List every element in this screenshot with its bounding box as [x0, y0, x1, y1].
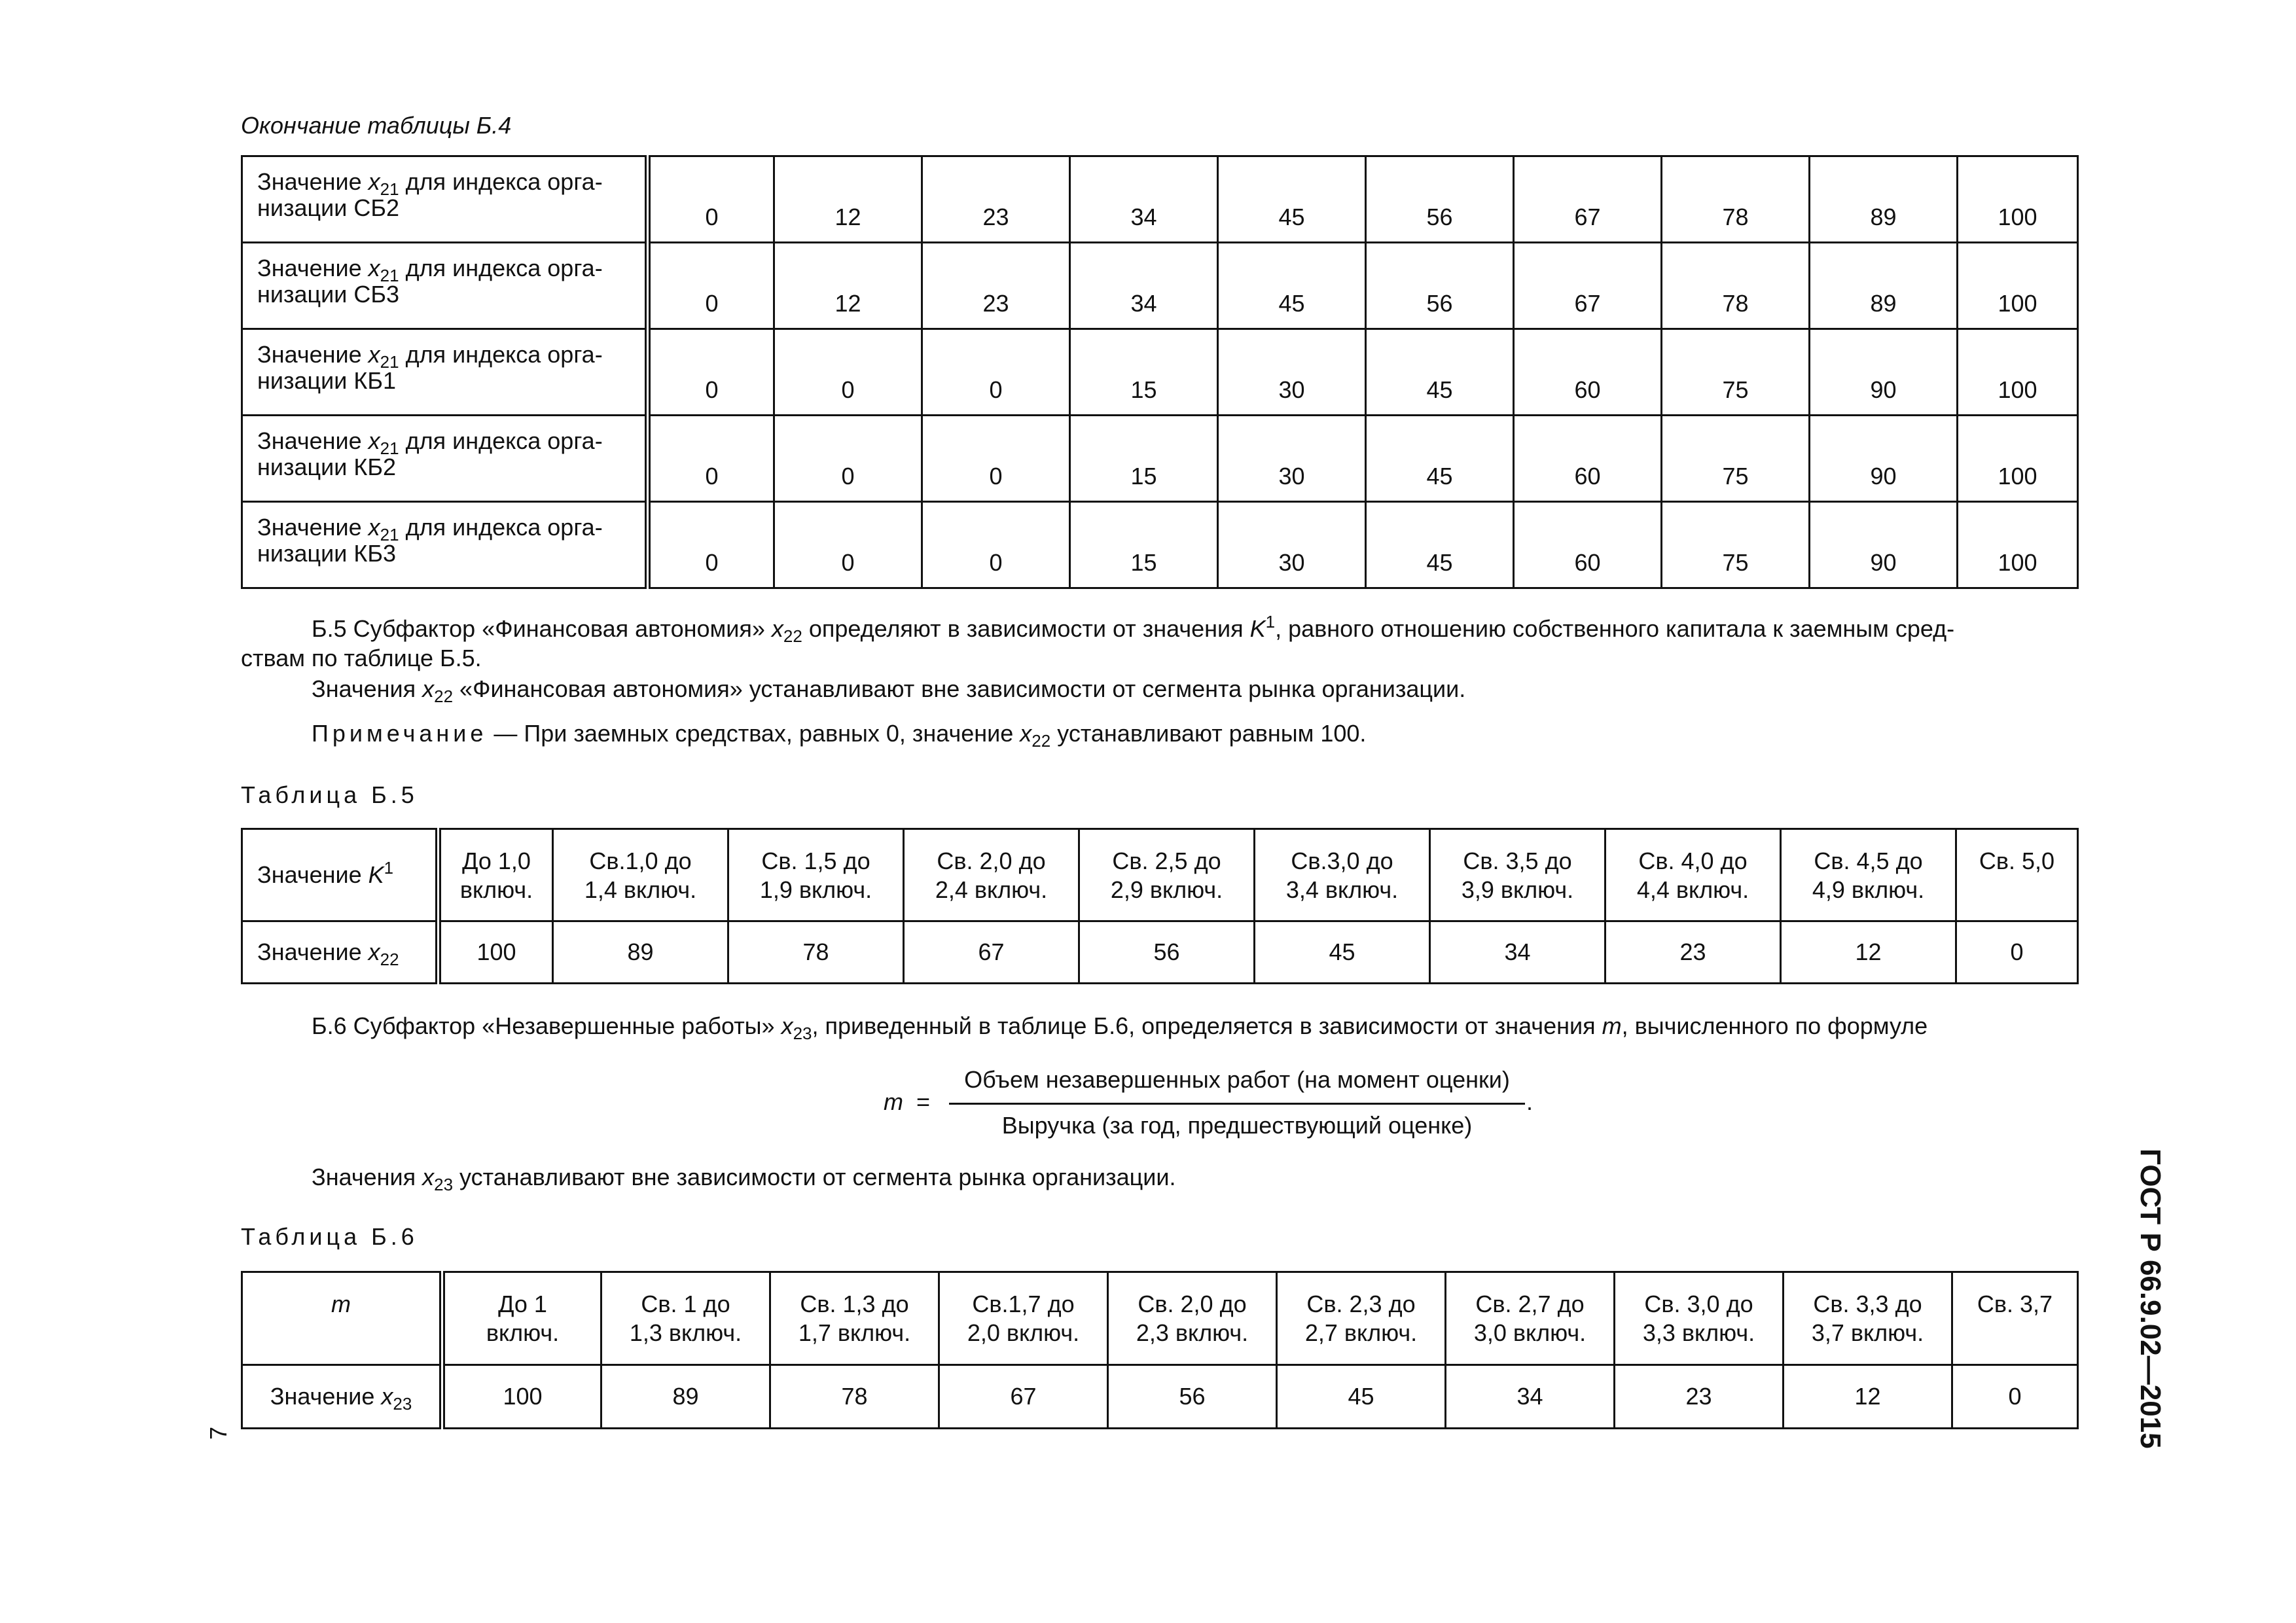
range-header-cell — [1079, 829, 1255, 921]
table-b6 — [241, 1271, 2079, 1429]
table-cell: 60 — [1514, 329, 1662, 416]
label-text: для индекса орга- — [399, 341, 603, 368]
table-cell: 56 — [1366, 243, 1514, 329]
table-cell: 34 — [1430, 921, 1605, 984]
table-cell: 45 — [1218, 243, 1366, 329]
range-header-cell — [1952, 1272, 2078, 1365]
table-cell: 45 — [1366, 329, 1514, 416]
range-to: 3,4 включ. — [1285, 876, 1399, 903]
label-subscript: 21 — [380, 179, 399, 199]
table-cell: 100 — [1958, 329, 2078, 416]
table-b5-row-label: Значение $x_{22}$ — [242, 921, 439, 984]
label-variable: x — [368, 255, 380, 281]
table-b6-header-label: m — [242, 1272, 442, 1365]
range-to: 2,4 включ. — [935, 876, 1048, 903]
range-to: 4,9 включ. — [1812, 876, 1925, 903]
table-cell: 89 — [601, 1365, 770, 1429]
table-cell: 60 — [1514, 416, 1662, 502]
label-text: Значение — [257, 341, 368, 368]
paragraph-b6-market-segment: Значения $x_{23}$ устанавливают вне зависимости от сегмента рынка организации. — [312, 1164, 1176, 1194]
range-header-cell — [939, 1272, 1108, 1365]
table-cell: 100 — [1958, 156, 2078, 243]
table-b6-row-label: Значение $x_{23}$ — [242, 1365, 442, 1429]
range-to: включ. — [459, 876, 533, 903]
range-header-cell — [1615, 1272, 1784, 1365]
range-from: Св. 3,5 до — [1463, 847, 1572, 874]
row-label-cell — [242, 416, 648, 502]
table-b5-caption: Таблица Б.5 — [241, 781, 418, 808]
range-header-cell — [1781, 829, 1956, 921]
table-cell: 0 — [922, 416, 1070, 502]
table-cell: 0 — [648, 329, 774, 416]
table-cell: 90 — [1810, 416, 1958, 502]
range-header-cell — [904, 829, 1079, 921]
range-header-cell — [1430, 829, 1605, 921]
label-subscript: 21 — [380, 352, 399, 372]
standard-designation: ГОСТ Р 66.9.02—2015 — [2134, 1149, 2166, 1449]
range-from: Св. 2,0 до — [1138, 1291, 1247, 1317]
table-cell: 45 — [1218, 156, 1366, 243]
table-cell: 0 — [1952, 1365, 2078, 1429]
range-header-cell — [770, 1272, 939, 1365]
range-to: включ. — [486, 1319, 560, 1346]
table-cell: 45 — [1366, 416, 1514, 502]
range-header-cell — [553, 829, 728, 921]
range-header-cell — [1446, 1272, 1615, 1365]
range-to: 1,7 включ. — [798, 1319, 911, 1346]
table-cell: 0 — [648, 156, 774, 243]
table-b5 — [241, 828, 2079, 984]
table-cell: 67 — [939, 1365, 1108, 1429]
row-label-line1 — [257, 427, 630, 458]
range-to: 2,0 включ. — [967, 1319, 1080, 1346]
fraction-bar — [949, 1103, 1525, 1105]
label-text: для индекса орга- — [399, 427, 603, 454]
table-cell: 78 — [1662, 243, 1810, 329]
range-from: До 1 — [498, 1291, 547, 1317]
range-from: До 1,0 — [462, 847, 531, 874]
label-text: для индекса орга- — [399, 168, 603, 195]
label-text: Значение — [257, 255, 368, 281]
range-from: Св.1,7 до — [972, 1291, 1075, 1317]
range-to: 3,0 включ. — [1473, 1319, 1587, 1346]
label-text: для индекса орга- — [399, 255, 603, 281]
table-cell: 56 — [1366, 156, 1514, 243]
table-cell: 34 — [1446, 1365, 1615, 1429]
table-cell: 100 — [1958, 243, 2078, 329]
range-header-cell — [601, 1272, 770, 1365]
label-text: для индекса орга- — [399, 514, 603, 541]
label-subscript: 21 — [380, 266, 399, 285]
row-label-line2: низации КБ2 — [257, 454, 396, 480]
range-header-cell — [442, 1272, 601, 1365]
range-to: 1,4 включ. — [584, 876, 697, 903]
table-cell: 30 — [1218, 502, 1366, 588]
label-variable: x — [368, 168, 380, 195]
range-from: Св. 2,7 до — [1475, 1291, 1585, 1317]
paragraph-b5-continued: ствам по таблице Б.5. — [241, 645, 482, 671]
row-label-cell — [242, 156, 648, 243]
label-variable: x — [368, 341, 380, 368]
table-cell: 67 — [1514, 156, 1662, 243]
range-header-cell — [1605, 829, 1781, 921]
table-cell: 12 — [1781, 921, 1956, 984]
table-b4-caption: Окончание таблицы Б.4 — [241, 112, 512, 139]
range-to: 3,3 включ. — [1642, 1319, 1755, 1346]
table-cell: 100 — [1958, 416, 2078, 502]
table-cell: 0 — [648, 502, 774, 588]
table-cell: 0 — [648, 243, 774, 329]
table-cell: 23 — [922, 156, 1070, 243]
label-variable: x — [368, 514, 380, 541]
table-cell: 56 — [1108, 1365, 1277, 1429]
page-number: 7 — [205, 1426, 232, 1440]
table-cell: 89 — [1810, 243, 1958, 329]
table-cell: 23 — [922, 243, 1070, 329]
range-header-cell — [1784, 1272, 1952, 1365]
range-from: Св. 4,5 до — [1814, 847, 1923, 874]
label-text: Значение — [257, 168, 368, 195]
range-to: 1,9 включ. — [759, 876, 872, 903]
table-cell: 12 — [1784, 1365, 1952, 1429]
row-label-line2: низации КБ3 — [257, 540, 396, 567]
note-b5: Примечание — При заемных средствах, равных 0, значение $x_{22}$ устанавливают равным 100. — [312, 720, 1367, 751]
table-cell: 0 — [922, 329, 1070, 416]
row-label-line1 — [257, 255, 630, 285]
row-label-line2: низации СБ2 — [257, 194, 400, 221]
table-cell: 78 — [770, 1365, 939, 1429]
paragraph-b5-market-segment: Значения $x_{22}$ «Финансовая автономия» устанавливают вне зависимости от сегмента рынка организации. — [312, 675, 1466, 706]
table-cell: 0 — [1956, 921, 2078, 984]
range-from: Св. 3,0 до — [1644, 1291, 1753, 1317]
table-cell: 90 — [1810, 329, 1958, 416]
table-row — [242, 329, 2078, 416]
range-to: 1,3 включ. — [629, 1319, 742, 1346]
range-from: Св. 1,3 до — [800, 1291, 909, 1317]
table-cell: 75 — [1662, 329, 1810, 416]
table-cell: 0 — [774, 416, 922, 502]
range-header-cell — [1277, 1272, 1446, 1365]
table-cell: 15 — [1070, 502, 1218, 588]
range-header-cell — [728, 829, 904, 921]
range-from: Св. 2,3 до — [1306, 1291, 1416, 1317]
table-cell: 12 — [774, 243, 922, 329]
table-cell: 56 — [1079, 921, 1255, 984]
formula-denominator: Выручка (за год, предшествующий оценке) — [1001, 1112, 1473, 1139]
formula-equals: = — [916, 1088, 931, 1115]
row-label-line1 — [257, 168, 630, 199]
table-cell: 90 — [1810, 502, 1958, 588]
table-cell: 45 — [1255, 921, 1430, 984]
formula-lhs: m — [884, 1088, 903, 1115]
row-label-cell — [242, 502, 648, 588]
table-cell: 100 — [1958, 502, 2078, 588]
table-cell: 78 — [1662, 156, 1810, 243]
row-label-line1 — [257, 514, 630, 544]
row-label-cell — [242, 329, 648, 416]
table-row — [242, 243, 2078, 329]
table-cell: 30 — [1218, 329, 1366, 416]
table-cell: 15 — [1070, 416, 1218, 502]
table-cell: 0 — [648, 416, 774, 502]
range-header-cell — [1956, 829, 2078, 921]
table-cell: 89 — [1810, 156, 1958, 243]
table-cell: 75 — [1662, 502, 1810, 588]
range-from: Св. 1 до — [641, 1291, 730, 1317]
table-cell: 60 — [1514, 502, 1662, 588]
row-label-cell — [242, 243, 648, 329]
paragraph-b5: Б.5 Субфактор «Финансовая автономия» $x_{22}$ определяют в зависимости от значения $K^1$, равного отношению собственного капитала к заемным сред- — [312, 612, 1955, 646]
range-to: 2,7 включ. — [1304, 1319, 1418, 1346]
range-header-cell — [1255, 829, 1430, 921]
table-b5-value-row — [242, 921, 2078, 984]
range-from: Св. 5,0 — [1979, 847, 2055, 874]
range-from: Св. 4,0 до — [1638, 847, 1748, 874]
table-cell: 75 — [1662, 416, 1810, 502]
range-to: 2,9 включ. — [1110, 876, 1223, 903]
label-text: Значение — [257, 514, 368, 541]
table-b4 — [241, 155, 2079, 589]
table-cell: 78 — [728, 921, 904, 984]
range-from: Св.3,0 до — [1291, 847, 1393, 874]
range-to: 2,3 включ. — [1136, 1319, 1249, 1346]
table-cell: 0 — [774, 502, 922, 588]
table-cell: 15 — [1070, 329, 1218, 416]
table-cell: 100 — [442, 1365, 601, 1429]
table-b5-header-row — [242, 829, 2078, 921]
table-cell: 12 — [774, 156, 922, 243]
label-subscript: 21 — [380, 525, 399, 544]
table-row — [242, 156, 2078, 243]
label-variable: x — [368, 427, 380, 454]
label-text: Значение — [257, 427, 368, 454]
table-cell: 23 — [1605, 921, 1781, 984]
table-cell: 0 — [922, 502, 1070, 588]
table-cell: 100 — [439, 921, 553, 984]
range-to: 4,4 включ. — [1636, 876, 1749, 903]
row-label-line1 — [257, 341, 630, 372]
range-to: 3,9 включ. — [1461, 876, 1574, 903]
table-cell: 0 — [774, 329, 922, 416]
table-cell: 30 — [1218, 416, 1366, 502]
range-from: Св. 2,5 до — [1112, 847, 1221, 874]
table-cell: 67 — [904, 921, 1079, 984]
table-cell: 67 — [1514, 243, 1662, 329]
table-b6-header-row — [242, 1272, 2078, 1365]
formula-period: . — [1526, 1088, 1534, 1115]
table-cell: 45 — [1277, 1365, 1446, 1429]
table-cell: 34 — [1070, 156, 1218, 243]
formula-numerator: Объем незавершенных работ (на момент оценки) — [964, 1066, 1510, 1093]
table-cell: 34 — [1070, 243, 1218, 329]
range-from: Св. 1,5 до — [761, 847, 870, 874]
row-label-line2: низации СБ3 — [257, 281, 400, 308]
table-cell: 89 — [553, 921, 728, 984]
range-from: Св.1,0 до — [589, 847, 692, 874]
label-subscript: 21 — [380, 438, 399, 458]
range-from: Св. 2,0 до — [937, 847, 1046, 874]
range-from: Св. 3,3 до — [1813, 1291, 1922, 1317]
range-header-cell — [439, 829, 553, 921]
table-row — [242, 416, 2078, 502]
table-b6-value-row — [242, 1365, 2078, 1429]
table-cell: 23 — [1615, 1365, 1784, 1429]
table-b6-caption: Таблица Б.6 — [241, 1223, 418, 1250]
paragraph-b6: Б.6 Субфактор «Незавершенные работы» $x_{23}$, приведенный в таблице Б.6, определяется в зависимости от значения m, вычисленного по формуле — [312, 1012, 1928, 1043]
row-label-line2: низации КБ1 — [257, 367, 396, 394]
table-row — [242, 502, 2078, 588]
range-header-cell — [1108, 1272, 1277, 1365]
range-from: Св. 3,7 — [1977, 1291, 2053, 1317]
range-to: 3,7 включ. — [1811, 1319, 1924, 1346]
table-cell: 45 — [1366, 502, 1514, 588]
table-b5-header-label: Значение $K^1$ — [242, 829, 439, 921]
